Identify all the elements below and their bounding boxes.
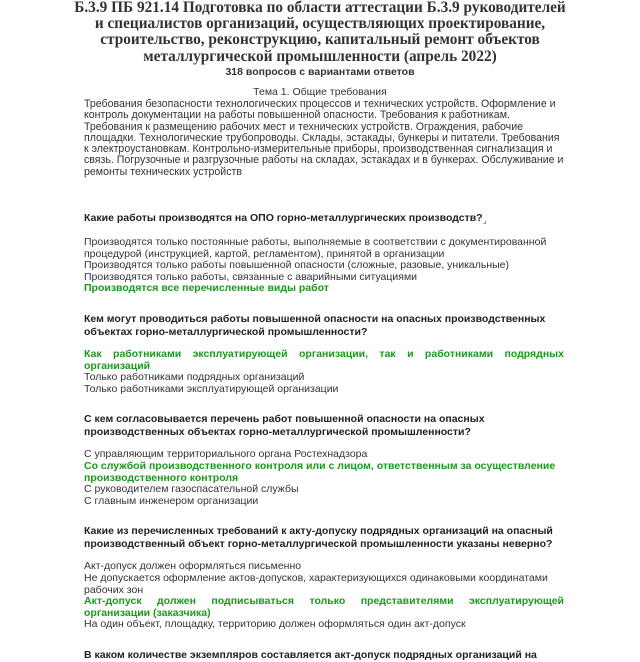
answer-option: Только работниками эксплуатирующей организации bbox=[84, 382, 339, 395]
answers-2 bbox=[84, 349, 564, 395]
question-text: Какие работы производятся на ОПО горно-металлургических производств? bbox=[84, 212, 483, 224]
question-2: Кем могут проводиться работы повышенной опасности на опасных производственных объектах горно-металлургической промышленности? bbox=[84, 312, 546, 338]
topic-description: Требования безопасности технологических процессов и технических устройств. Оформление и контроль документации на работы повышенной опасности. Требования к работникам. Требования к размещению рабочих мест и технических устройств. Ограждения, рабочие площадки. Технологические трубопроводы. Склады, эстакады, бункеры и питатели. Требования к электроустановкам. Контрольно-измерительные приборы, производственная сигнализация и связь. Погрузочные и разгрузочные работы на складах, эстакадах и в бункерах. Обслуживание и ремонты технических устройств bbox=[84, 98, 564, 178]
question-3: С кем согласовывается перечень работ повышенной опасности на опасных производственных объектах горно-металлургической промышленности? bbox=[84, 413, 485, 439]
answers-4 bbox=[84, 561, 564, 631]
answer-option: На один объект, площадку, территорию должен оформляться один акт-допуск bbox=[84, 618, 466, 631]
correct-answer: Акт-допуск должен подписываться только представителями эксплуатирующей организации (заказчика) bbox=[84, 595, 564, 619]
document-title: Б.3.9 ПБ 921.14 Подготовка по области аттестации Б.3.9 руководителей и специалистов организаций, осуществляющих проектирование, строительство, реконструкцию, капитальный ремонт объектов металлургической промышленности (апрель 2022) bbox=[74, 0, 566, 65]
question-1 bbox=[84, 212, 564, 227]
answers-3 bbox=[84, 449, 564, 507]
answers-1 bbox=[84, 237, 564, 295]
answer-option: Производятся только работы, связанные с аварийными ситуациями bbox=[84, 270, 418, 283]
question-4: Какие из перечисленных требований к акту-допуску подрядных организаций на опасный производственный объект горно-металлургической промышленности указаны неверно? bbox=[84, 525, 553, 551]
answer-option: С управляющим территориального органа Ростехнадзора bbox=[84, 448, 368, 461]
questions-list bbox=[84, 212, 564, 662]
document-subtitle: 318 вопросов с вариантами ответов bbox=[225, 65, 415, 78]
answer-option: Акт-допуск должен оформляться письменно bbox=[84, 560, 302, 573]
question-5: В каком количестве экземпляров составляется акт-допуск подрядных организаций на bbox=[84, 648, 537, 661]
answer-option: С руководителем газоспасательной службы bbox=[84, 483, 299, 496]
answer-option: Не допускается оформление актов-допусков, характеризующихся одинаковыми координатами рабочих зон bbox=[84, 571, 548, 596]
correct-answer: Как работниками эксплуатирующей организации, так и работниками подрядных организаций bbox=[84, 347, 564, 372]
topic-title: Тема 1. Общие требования bbox=[253, 85, 387, 98]
correct-answer: Производятся все перечисленные виды работ bbox=[84, 282, 329, 295]
document-header bbox=[70, 0, 570, 98]
answer-option: Производятся только постоянные работы, выполняемые в соответствии с документированной процедурой (инструкцией, картой, регламентом), принятой в организации bbox=[84, 236, 547, 260]
answer-option: Производятся только работы повышенной опасности (сложные, разовые, уникальные) bbox=[84, 259, 510, 272]
cursor-marker-icon: ⌟ bbox=[482, 215, 487, 225]
answer-option: С главным инженером организации bbox=[84, 494, 259, 507]
correct-answer: Со службой производственного контроля или с лицом, ответственным за осуществление производственного контроля bbox=[84, 459, 556, 484]
answer-option: Только работниками подрядных организаций bbox=[84, 371, 305, 384]
